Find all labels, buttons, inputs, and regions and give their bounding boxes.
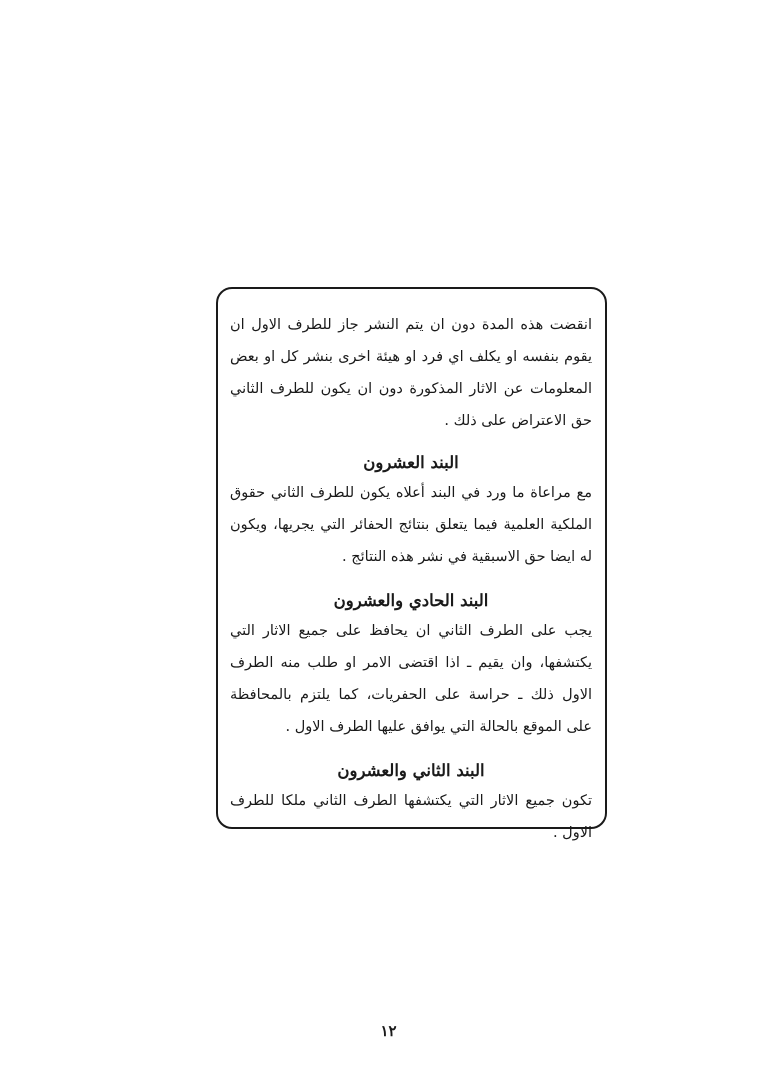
article-21-text: يجب على الطرف الثاني ان يحافظ على جميع الاثار التي يكتشفها، وان يقيم ـ اذا اقتضى الامر او طلب منه الطرف الاول ذلك ـ حراسة على الحفريات، كما يلتزم بالمحافظة على الموقع بالحالة التي يوافق عليها الطرف الاول . — [230, 623, 592, 735]
article-20-text: مع مراعاة ما ورد في البند أعلاه يكون للطرف الثاني حقوق الملكية العلمية فيما يتعلق بنتائج الحفائر التي يجريها، ويكون له ايضا حق الاسبقية في نشر هذه النتائج . — [230, 485, 592, 565]
page-number: ١٢ — [380, 1022, 397, 1040]
intro-paragraph: انقضت هذه المدة دون ان يتم النشر جاز للطرف الاول ان يقوم بنفسه او يكلف اي فرد او هيئة اخرى بنشر كل او بعض المعلومات عن الاثار المذكورة دون ان يكون للطرف الثاني حق الاعتراض على ذلك . — [230, 317, 592, 429]
page-content — [230, 309, 592, 849]
article-22-heading: البند الثاني والعشرون — [337, 761, 485, 780]
article-20-heading: البند العشرون — [363, 453, 459, 472]
article-22-text: تكون جميع الاثار التي يكتشفها الطرف الثاني ملكا للطرف الاول . — [230, 793, 592, 841]
article-21-heading: البند الحادي والعشرون — [333, 591, 489, 610]
